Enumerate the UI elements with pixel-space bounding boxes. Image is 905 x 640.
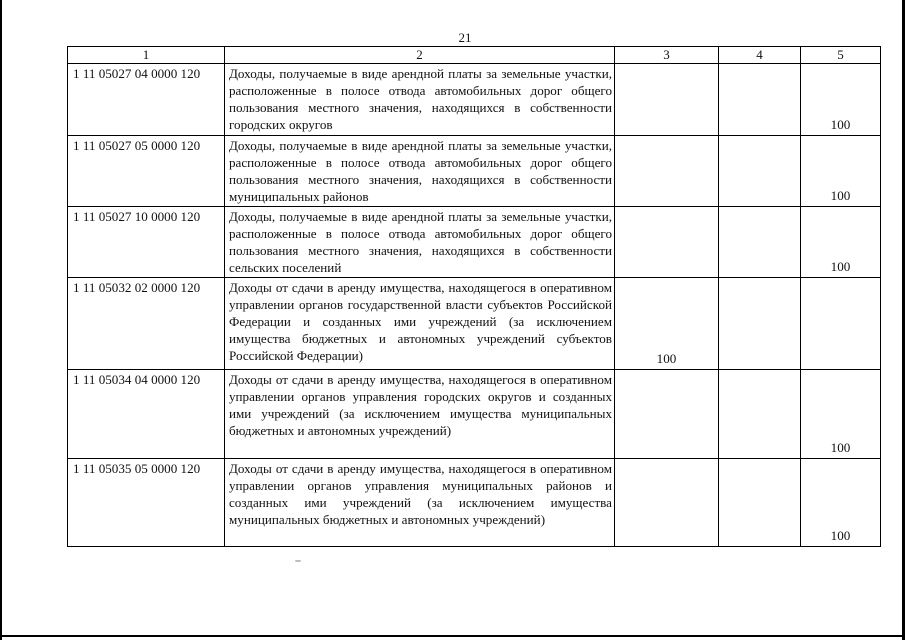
revenue-name: Доходы, получаемые в виде арендной платы за земельные участки, расположенные в полосе отвода автомобильных дорог общего пользования местного значения, находящихся в собственности муниципальных районов [225,136,615,207]
revenue-name: Доходы от сдачи в аренду имущества, находящегося в оперативном управлении органов управления городских округов и созданных ими учреждений (за исключением имущества муниципальных бюджетных и автономных учреждений) [225,370,615,459]
revenue-name: Доходы, получаемые в виде арендной платы за земельные участки, расположенные в полосе отвода автомобильных дорог общего пользования местного значения, находящихся в собственности городских округов [225,64,615,136]
page-number: 21 [458,30,472,45]
value-col4 [719,459,801,547]
value-col4 [719,136,801,207]
column-header-4: 4 [719,47,801,64]
header-row [68,47,881,64]
table-row [68,278,881,370]
revenue-code: 1 11 05027 05 0000 120 [68,136,225,207]
scan-left-edge [0,0,2,640]
column-header-2: 2 [225,47,615,64]
value-col3: 100 [615,278,719,370]
value-col5 [801,278,881,370]
value-col3 [615,64,719,136]
revenue-name: Доходы, получаемые в виде арендной платы за земельные участки, расположенные в полосе отвода автомобильных дорог общего пользования местного значения, находящихся в собственности сельских поселений [225,207,615,278]
value-col5: 100 [801,459,881,547]
column-header-3: 3 [615,47,719,64]
budget-classification-table [67,46,881,547]
revenue-name: Доходы от сдачи в аренду имущества, находящегося в оперативном управлении органов государственной власти субъектов Российской Федерации и созданных ими учреждений (за исключением имущества бюджетных и автономных учреждений субъектов Российской Федерации) [225,278,615,370]
column-header-5: 5 [801,47,881,64]
value-col4 [719,64,801,136]
revenue-code: 1 11 05034 04 0000 120 [68,370,225,459]
revenue-code: 1 11 05027 10 0000 120 [68,207,225,278]
revenue-name: Доходы от сдачи в аренду имущества, находящегося в оперативном управлении органов управления муниципальных районов и созданных ими учреждений (за исключением имущества муниципальных бюджетных и автономных учреждений) [225,459,615,547]
value-col3 [615,459,719,547]
value-col5: 100 [801,207,881,278]
value-col3 [615,370,719,459]
table-row [68,64,881,136]
column-header-1: 1 [68,47,225,64]
table-row [68,370,881,459]
value-col5: 100 [801,136,881,207]
scan-speck [295,560,301,562]
value-col5: 100 [801,370,881,459]
value-col4 [719,370,801,459]
table-row [68,459,881,547]
table-row [68,207,881,278]
value-col4 [719,278,801,370]
revenue-code: 1 11 05027 04 0000 120 [68,64,225,136]
table-row [68,136,881,207]
revenue-code: 1 11 05032 02 0000 120 [68,278,225,370]
value-col5: 100 [801,64,881,136]
revenue-code: 1 11 05035 05 0000 120 [68,459,225,547]
scan-bottom-edge [0,635,905,637]
value-col3 [615,207,719,278]
value-col4 [719,207,801,278]
value-col3 [615,136,719,207]
